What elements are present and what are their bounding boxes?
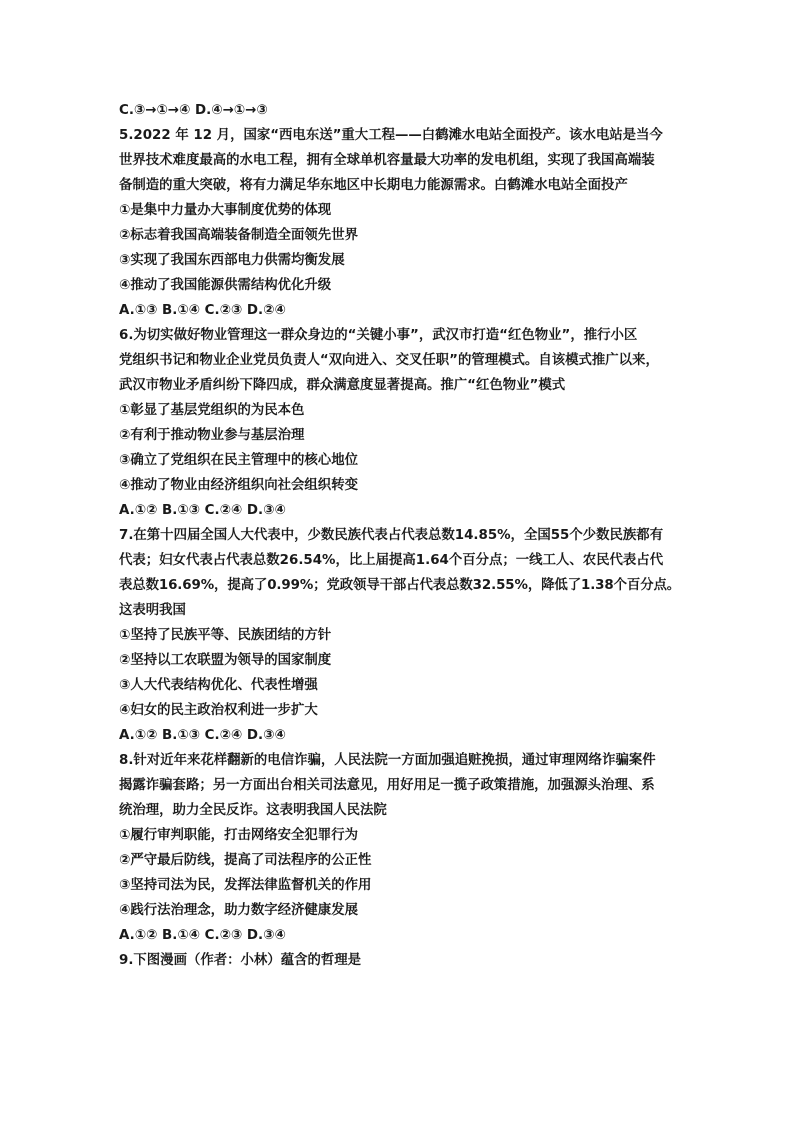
question-7-statement-3: ③人大代表结构优化、代表性增强 — [119, 678, 318, 693]
question-5-statement-3: ③实现了我国东西部电力供需均衡发展 — [119, 253, 345, 268]
question-5-statement-4: ④推动了我国能源供需结构优化升级 — [119, 278, 332, 293]
question-9 — [119, 948, 684, 973]
question-5-options: A.①③ B.①④ C.②③ D.②④ — [119, 303, 286, 318]
question-7-stem-line-3: 表总数16.69%，提高了0.99%；党政领导干部占代表总数32.55%，降低了1.38个百分点。 — [119, 578, 681, 593]
question-8-stem-line-2: 揭露诈骗套路；另一方面出台相关司法意见，用好用足一揽子政策措施，加强源头治理、系 — [119, 778, 655, 793]
question-5-stem-line-2: 世界技术难度最高的水电工程，拥有全球单机容量最大功率的发电机组，实现了我国高端装 — [119, 153, 655, 168]
question-8-statement-1: ①履行审判职能，打击网络安全犯罪行为 — [119, 828, 358, 843]
question-5 — [119, 123, 684, 323]
question-8-stem-line-1: 8.针对近年来花样翻新的电信诈骗，人民法院一方面加强追赃挽损，通过审理网络诈骗案件 — [119, 753, 656, 768]
question-8-stem-line-3: 统治理，助力全民反诈。这表明我国人民法院 — [119, 803, 387, 818]
question-7-stem-line-4: 这表明我国 — [119, 603, 186, 618]
question-7-statement-1: ①坚持了民族平等、民族团结的方针 — [119, 628, 332, 643]
question-8 — [119, 748, 684, 948]
question-5-stem-line-1: 5.2022 年 12 月，国家“西电东送”重大工程——白鹤滩水电站全面投产。该水电站是当今 — [119, 128, 663, 143]
question-6-statement-1: ①彰显了基层党组织的为民本色 — [119, 403, 305, 418]
question-6 — [119, 323, 684, 523]
question-8-options: A.①② B.①④ C.②③ D.③④ — [119, 928, 286, 943]
question-6-stem-line-1: 6.为切实做好物业管理这一群众身边的“关键小事”，武汉市打造“红色物业”，推行小区 — [119, 328, 638, 343]
question-7-options: A.①② B.①③ C.②④ D.③④ — [119, 728, 286, 743]
carryover-options: C.③→①→④ D.④→①→③ — [119, 103, 268, 118]
question-7 — [119, 523, 684, 748]
question-7-stem-line-2: 代表；妇女代表占代表总数26.54%，比上届提高1.64个百分点；一线工人、农民代表占代 — [119, 553, 664, 568]
question-6-statement-2: ②有利于推动物业参与基层治理 — [119, 428, 305, 443]
question-5-statement-1: ①是集中力量办大事制度优势的体现 — [119, 203, 332, 218]
question-7-stem-line-1: 7.在第十四届全国人大代表中，少数民族代表占代表总数14.85%，全国55个少数民族都有 — [119, 528, 664, 543]
question-8-statement-4: ④践行法治理念，助力数字经济健康发展 — [119, 903, 358, 918]
question-7-statement-2: ②坚持以工农联盟为领导的国家制度 — [119, 653, 332, 668]
question-6-options: A.①② B.①③ C.②④ D.③④ — [119, 503, 286, 518]
question-6-statement-4: ④推动了物业由经济组织向社会组织转变 — [119, 478, 358, 493]
question-5-statement-2: ②标志着我国高端装备制造全面领先世界 — [119, 228, 358, 243]
question-7-statement-4: ④妇女的民主政治权利进一步扩大 — [119, 703, 318, 718]
question-9-stem-line-1: 9.下图漫画（作者：小林）蕴含的哲理是 — [119, 953, 362, 968]
question-6-statement-3: ③确立了党组织在民主管理中的核心地位 — [119, 453, 358, 468]
question-6-stem-line-2: 党组织书记和物业企业党员负责人“双向进入、交叉任职”的管理模式。自该模式推广以来， — [119, 353, 659, 368]
question-8-statement-3: ③坚持司法为民，发挥法律监督机关的作用 — [119, 878, 372, 893]
page-content — [119, 98, 684, 973]
question-6-stem-line-3: 武汉市物业矛盾纠纷下降四成，群众满意度显著提高。推广“红色物业”模式 — [119, 378, 566, 393]
question-5-stem-line-3: 备制造的重大突破，将有力满足华东地区中长期电力能源需求。白鹤滩水电站全面投产 — [119, 178, 628, 193]
question-8-statement-2: ②严守最后防线，提高了司法程序的公正性 — [119, 853, 372, 868]
